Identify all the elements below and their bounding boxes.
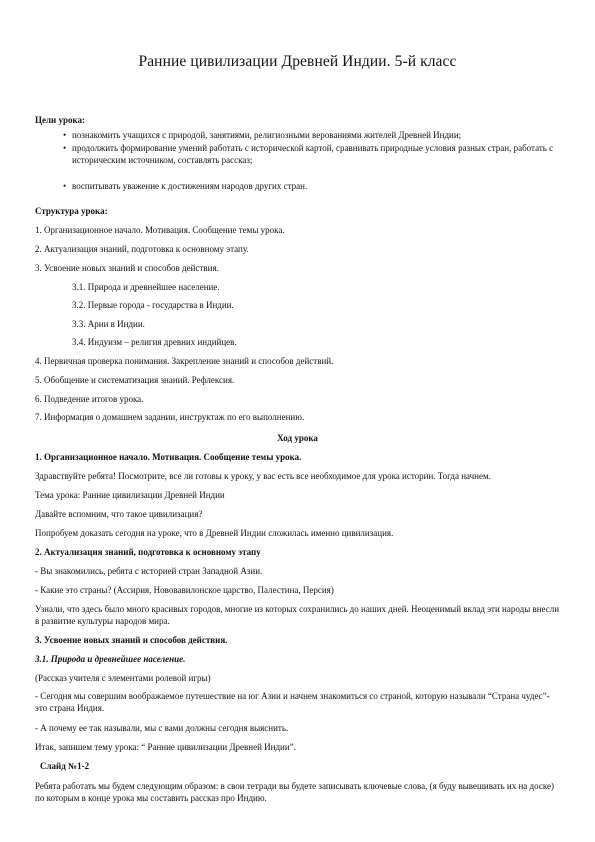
structure-item: 3. Усвоение новых знаний и способов действия. <box>35 263 219 273</box>
structure-item: 1. Организационное начало. Мотивация. Сообщение темы урока. <box>35 225 285 235</box>
goals-heading: Цели урока: <box>35 115 86 125</box>
bullet-icon: • <box>63 181 67 191</box>
bullet-icon: • <box>63 143 67 153</box>
bullet-icon: • <box>63 130 67 140</box>
structure-item: 2. Актуализация знаний, подготовка к основному этапу. <box>35 244 249 254</box>
section-heading: 3. Усвоение новых знаний и способов действия. <box>35 635 228 645</box>
subsection-heading: 3.1. Природа и древнейшее население. <box>35 654 186 664</box>
document-title: Ранние цивилизации Древней Индии. 5-й класс <box>138 53 457 70</box>
structure-subitem: 3.1. Природа и древнейшее население. <box>72 282 220 292</box>
section-heading: 2. Актуализация знаний, подготовка к основному этапу <box>35 547 261 557</box>
paragraph: Здравствуйте ребята! Посмотрите, все ли готовы к уроку, у вас есть все необходимое для урока истории. Тогда начнем. <box>35 471 491 481</box>
paragraph: Тема урока: Ранние цивилизации Древней Индии <box>35 490 225 500</box>
paragraph: Ребята работать мы будем следующим образом: в свои тетради вы будете записывать ключевые слова, (я буду вывешивать их на доске) по которым в конце урока мы составить рассказ про Индию. <box>35 781 554 803</box>
paragraph: - А почему ее так называли, мы с вами должны сегодня выяснить. <box>35 723 289 733</box>
structure-heading: Структура урока: <box>35 206 108 216</box>
slide-label: Слайд №1-2 <box>40 761 90 771</box>
goals-item: продолжить формирование умений работать с исторической картой, сравнивать природные условия разных стран, работать с историческим источником, составлять рассказ; <box>72 143 554 165</box>
paragraph: Узнали, что здесь было много красивых городов, многие из которых сохранились до наших дней. Неоценимый вклад эти народы внесли в развитие культуры народов мира. <box>35 604 560 626</box>
paragraph: - Сегодня мы совершим воображаемое путешествие на юг Азии и начнем знакомиться со страной, которую называли “Страна чудес”- это страна Индия. <box>35 691 550 713</box>
structure-subitem: 3.3. Арии в Индии. <box>72 319 145 329</box>
structure-subitem: 3.4. Индуизм – религия древних индийцев. <box>72 337 237 347</box>
paragraph: (Рассказ учителя с элементами ролевой игры) <box>35 673 211 683</box>
lesson-heading: Ход урока <box>277 433 318 443</box>
paragraph: Попробуем доказать сегодня на уроке, что в Древней Индии сложилась именно цивилизация. <box>35 528 394 538</box>
structure-item: 5. Обобщение и систематизация знаний. Рефлексия. <box>35 375 235 385</box>
section-heading: 1. Организационное начало. Мотивация. Сообщение темы урока. <box>35 452 302 462</box>
paragraph: Итак, запишем тему урока: “ Ранние цивилизации Древней Индии”. <box>35 742 296 752</box>
structure-item: 7. Информация о домашнем задании, инструктаж по его выполнению. <box>35 412 305 422</box>
paragraph: Давайте вспомним, что такое цивилизация? <box>35 509 203 519</box>
paragraph: - Какие это страны? (Ассирия, Нововавилонское царство, Палестина, Персия) <box>35 585 334 595</box>
goals-item: воспитывать уважение к достижениям народов других стран. <box>72 181 308 191</box>
structure-subitem: 3.2. Первые города - государства в Индии. <box>72 300 234 310</box>
structure-item: 4. Первичная проверка понимания. Закрепление знаний и способов действий. <box>35 356 334 366</box>
paragraph: - Вы знакомились, ребята с историей стран Западной Азии. <box>35 566 263 576</box>
structure-item: 6. Подведение итогов урока. <box>35 394 144 404</box>
goals-item: познакомить учащихся с природой, занятиями, религиозными верованиями жителей Древней Индии; <box>72 130 462 140</box>
